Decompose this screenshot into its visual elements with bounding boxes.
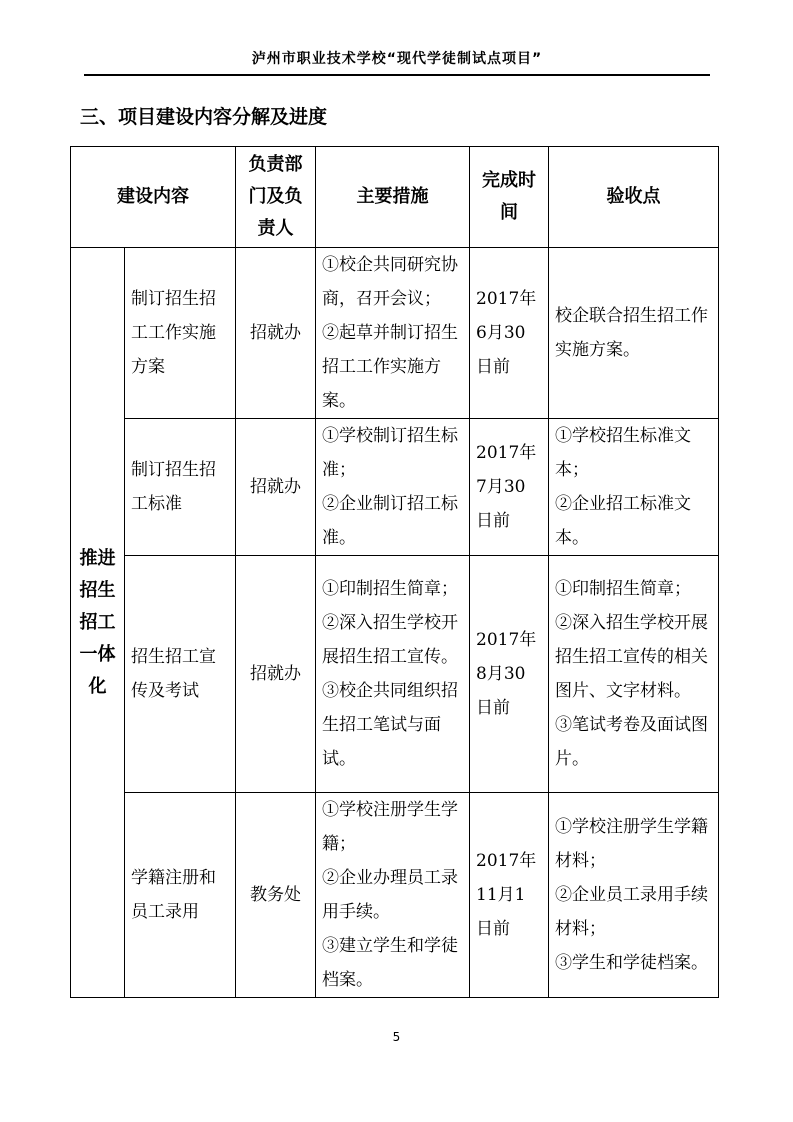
acceptance-line: ②深入招生学校开展招生招工宣传的相关图片、文字材料。 <box>555 613 708 701</box>
acceptance-line: ①学校招生标准文本； <box>555 426 691 480</box>
row-item: 制订招生招工工作实施方案 <box>125 248 236 419</box>
row-acceptance <box>549 793 719 998</box>
measure-line: ②深入招生学校开展招生招工宣传。 <box>322 613 458 667</box>
row-item: 招生招工宣传及考试 <box>125 556 236 793</box>
table-header-row <box>71 147 719 248</box>
acceptance-line: ③笔试考卷及面试图片。 <box>555 715 708 769</box>
header-deadline: 完成时间 <box>470 147 549 248</box>
measure-line: ①学校注册学生学籍； <box>322 800 458 854</box>
running-header: 泸州市职业技术学校“现代学徒制试点项目” <box>251 51 543 67</box>
header-acceptance: 验收点 <box>549 147 719 248</box>
row-acceptance <box>549 556 719 793</box>
acceptance-line: ③学生和学徒档案。 <box>555 953 708 973</box>
row-acceptance <box>549 419 719 556</box>
measure-line: ①印制招生简章； <box>322 579 458 599</box>
row-deadline: 2017年6月30日前 <box>470 248 549 419</box>
table-row <box>71 556 719 793</box>
acceptance-line: 校企联合招生招工作实施方案。 <box>555 306 708 360</box>
row-dept: 招就办 <box>236 419 316 556</box>
acceptance-line: ①印制招生简章； <box>555 579 691 599</box>
header-measures: 主要措施 <box>316 147 470 248</box>
measure-line: ①学校制订招生标准； <box>322 426 458 480</box>
section-title: 三、项目建设内容分解及进度 <box>80 106 328 128</box>
row-deadline: 2017年7月30日前 <box>470 419 549 556</box>
acceptance-line: ②企业招工标准文本。 <box>555 494 691 548</box>
page-number: 5 <box>392 1030 401 1044</box>
row-item: 制订招生招工标准 <box>125 419 236 556</box>
row-dept: 教务处 <box>236 793 316 998</box>
row-dept: 招就办 <box>236 248 316 419</box>
row-acceptance <box>549 248 719 419</box>
header-content: 建设内容 <box>71 147 236 248</box>
acceptance-line: ①学校注册学生学籍材料； <box>555 817 708 871</box>
schedule-table <box>70 146 719 998</box>
measure-line: ①校企共同研究协商，召开会议； <box>322 255 458 309</box>
row-measures <box>316 556 470 793</box>
row-dept: 招就办 <box>236 556 316 793</box>
header-rule <box>84 74 710 76</box>
measure-line: ②企业制订招工标准。 <box>322 494 458 548</box>
row-deadline: 2017年8月30日前 <box>470 556 549 793</box>
header-dept: 负责部门及负责人 <box>236 147 316 248</box>
measure-line: ③校企共同组织招生招工笔试与面试。 <box>322 681 458 769</box>
acceptance-line: ②企业员工录用手续材料； <box>555 885 708 939</box>
row-measures <box>316 419 470 556</box>
row-deadline: 2017年11月1日前 <box>470 793 549 998</box>
table-row <box>71 793 719 998</box>
measure-line: ③建立学生和学徒档案。 <box>322 936 458 990</box>
group-label: 推进招生招工一体化 <box>71 248 125 998</box>
table-row <box>71 248 719 419</box>
measure-line: ②起草并制订招生招工工作实施方案。 <box>322 323 458 411</box>
table-row <box>71 419 719 556</box>
row-measures <box>316 248 470 419</box>
measure-line: ②企业办理员工录用手续。 <box>322 868 458 922</box>
row-item: 学籍注册和员工录用 <box>125 793 236 998</box>
row-measures <box>316 793 470 998</box>
